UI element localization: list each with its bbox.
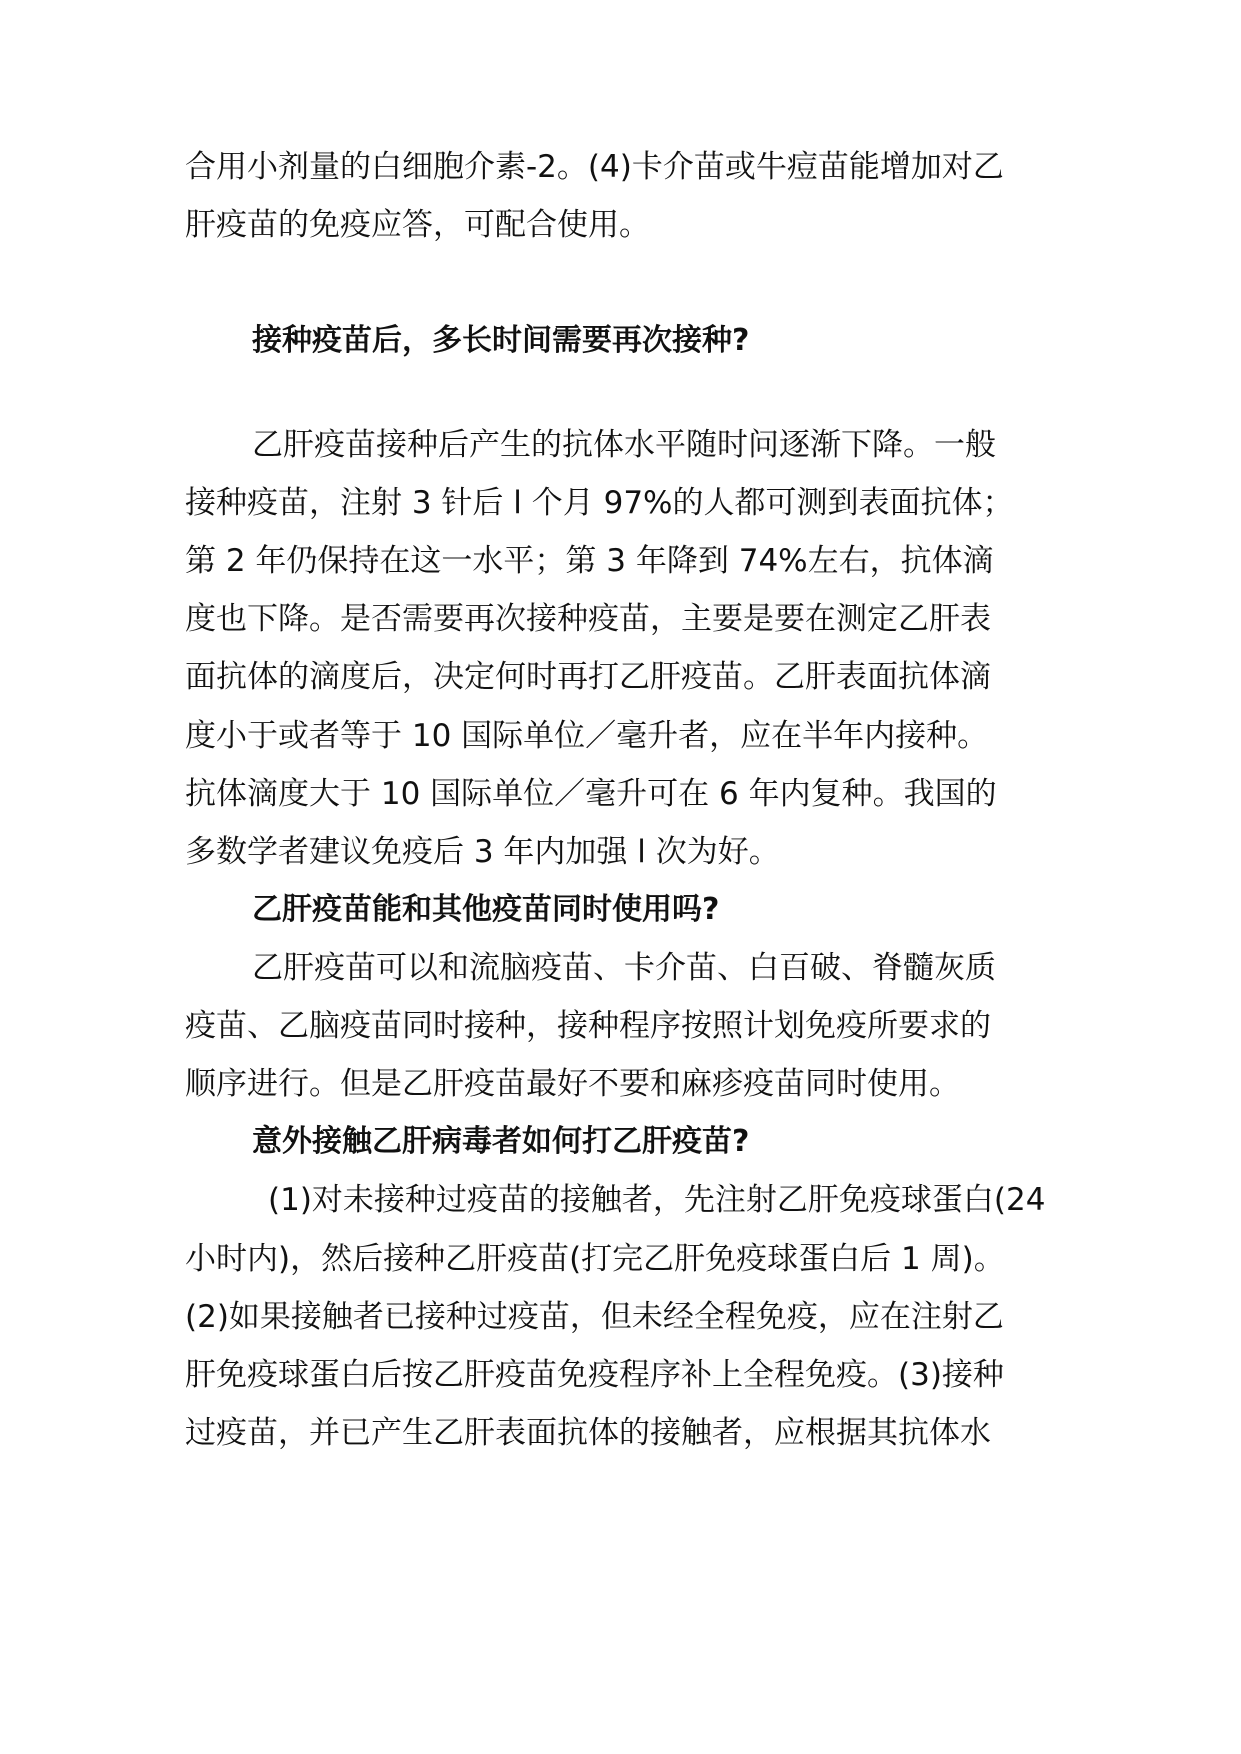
paragraph-line: 肝疫苗的免疫应答，可配合使用。 (185, 207, 650, 243)
section-heading: 乙肝疫苗能和其他疫苗同时使用吗? (252, 892, 720, 927)
paragraph-line: 乙肝疫苗接种后产生的抗体水平随时问逐渐下降。一般 (252, 427, 996, 463)
paragraph-line: 顺序进行。但是乙肝疫苗最好不要和麻疹疫苗同时使用。 (185, 1066, 960, 1102)
paragraph-line: 合用小剂量的白细胞介素-2。(4)卡介苗或牛痘苗能增加对乙 (185, 149, 1004, 185)
paragraph-line: 疫苗、乙脑疫苗同时接种，接种程序按照计划免疫所要求的 (185, 1008, 991, 1044)
paragraph-line: 小时内)，然后接种乙肝疫苗(打完乙肝免疫球蛋白后 1 周)。 (185, 1241, 1005, 1277)
section-heading: 接种疫苗后，多长时间需要再次接种? (252, 323, 750, 358)
paragraph-line: (2)如果接触者已接种过疫苗，但未经全程免疫，应在注射乙 (185, 1299, 1004, 1335)
paragraph-line: 抗体滴度大于 10 国际单位／毫升可在 6 年内复种。我国的 (185, 776, 997, 812)
paragraph-line: 多数学者建议免疫后 3 年内加强 l 次为好。 (185, 834, 780, 870)
paragraph-line: 度小于或者等于 10 国际单位／毫升者，应在半年内接种。 (185, 718, 989, 754)
section-heading: 意外接触乙肝病毒者如何打乙肝疫苗? (252, 1124, 750, 1159)
paragraph-line: (1)对未接种过疫苗的接触者，先注射乙肝免疫球蛋白(24 (268, 1182, 1046, 1218)
paragraph-line: 第 2 年仍保持在这一水平；第 3 年降到 74%左右，抗体滴 (185, 543, 994, 579)
paragraph-line: 度也下降。是否需要再次接种疫苗，主要是要在测定乙肝表 (185, 601, 991, 637)
paragraph-line: 过疫苗，并已产生乙肝表面抗体的接触者，应根据其抗体水 (185, 1415, 991, 1451)
paragraph-line: 面抗体的滴度后，决定何时再打乙肝疫苗。乙肝表面抗体滴 (185, 659, 991, 695)
paragraph-line: 接种疫苗，注射 3 针后 l 个月 97%的人都可测到表面抗体； (185, 485, 1014, 521)
paragraph-line: 乙肝疫苗可以和流脑疫苗、卡介苗、白百破、脊髓灰质 (252, 950, 996, 986)
paragraph-line: 肝免疫球蛋白后按乙肝疫苗免疫程序补上全程免疫。(3)接种 (185, 1357, 1004, 1393)
